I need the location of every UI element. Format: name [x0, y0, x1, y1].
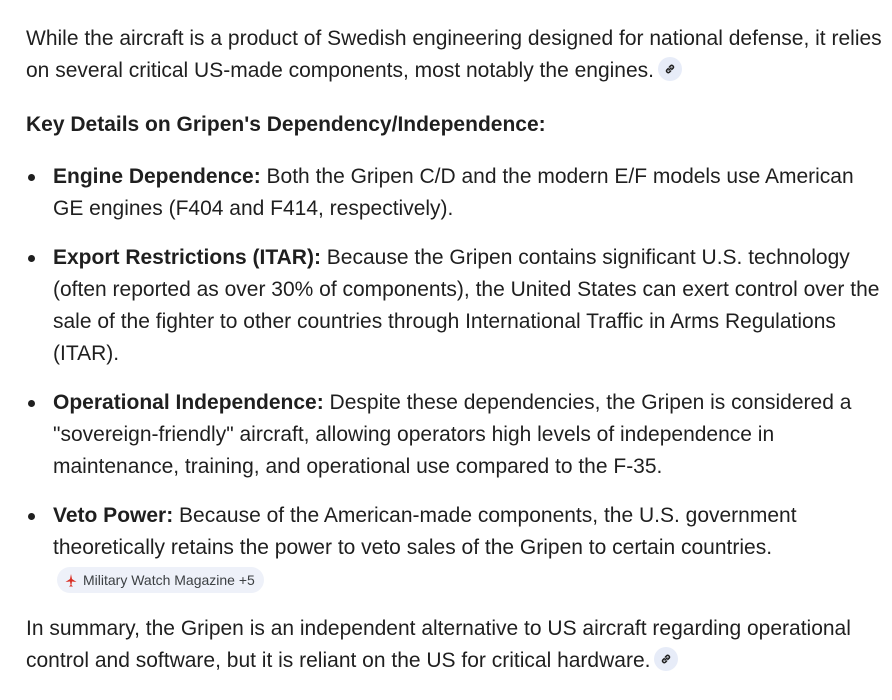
- bullet-item-veto-power: [26, 500, 882, 596]
- bullet-text: Because of the American-made components, the U.S. government theoretically retains the power to veto sales of the Gripen to certain countries.: [53, 504, 797, 559]
- bullet-dot: [28, 400, 35, 407]
- bullet-list: [26, 161, 882, 596]
- bullet-title: Export Restrictions (ITAR):: [53, 246, 321, 269]
- section-heading: Key Details on Gripen's Dependency/Independence:: [26, 113, 546, 136]
- summary-paragraph: [26, 613, 882, 677]
- summary-text: In summary, the Gripen is an independent alternative to US aircraft regarding operational control and software, but it is reliant on the US for critical hardware.: [26, 617, 851, 672]
- bullet-item-export-restrictions: [26, 242, 882, 370]
- bullet-dot: [28, 255, 35, 262]
- intro-link-chip[interactable]: [658, 57, 682, 81]
- bullet-text: Despite these dependencies, the Gripen is considered a "sovereign-friendly" aircraft, allowing operators high levels of independence in maintenance, training, and operational use compared to the F-35.: [53, 391, 852, 478]
- summary-link-chip[interactable]: [654, 647, 678, 671]
- link-icon: [660, 653, 672, 665]
- bullet-dot: [28, 174, 35, 181]
- source-favicon-icon: [65, 574, 77, 587]
- source-chip[interactable]: [57, 567, 264, 593]
- intro-text: While the aircraft is a product of Swedish engineering designed for national defense, it relies on several critical US-made components, most notably the engines.: [26, 27, 882, 82]
- bullet-text: Because the Gripen contains significant U.S. technology (often reported as over 30% of components), the United States can exert control over the sale of the fighter to other countries through International Traffic in Arms Regulations (ITAR).: [53, 246, 880, 365]
- bullet-dot: [28, 513, 35, 520]
- intro-paragraph: [26, 23, 882, 87]
- bullet-title: Operational Independence:: [53, 391, 324, 414]
- link-icon: [664, 63, 676, 75]
- bullet-title: Engine Dependence:: [53, 165, 261, 188]
- bullet-item-operational-independence: [26, 387, 882, 483]
- bullet-item-engine-dependence: [26, 161, 882, 225]
- bullet-text: Both the Gripen C/D and the modern E/F models use American GE engines (F404 and F414, respectively).: [53, 165, 854, 220]
- source-chip-label: Military Watch Magazine +5: [83, 572, 255, 588]
- bullet-title: Veto Power:: [53, 504, 174, 527]
